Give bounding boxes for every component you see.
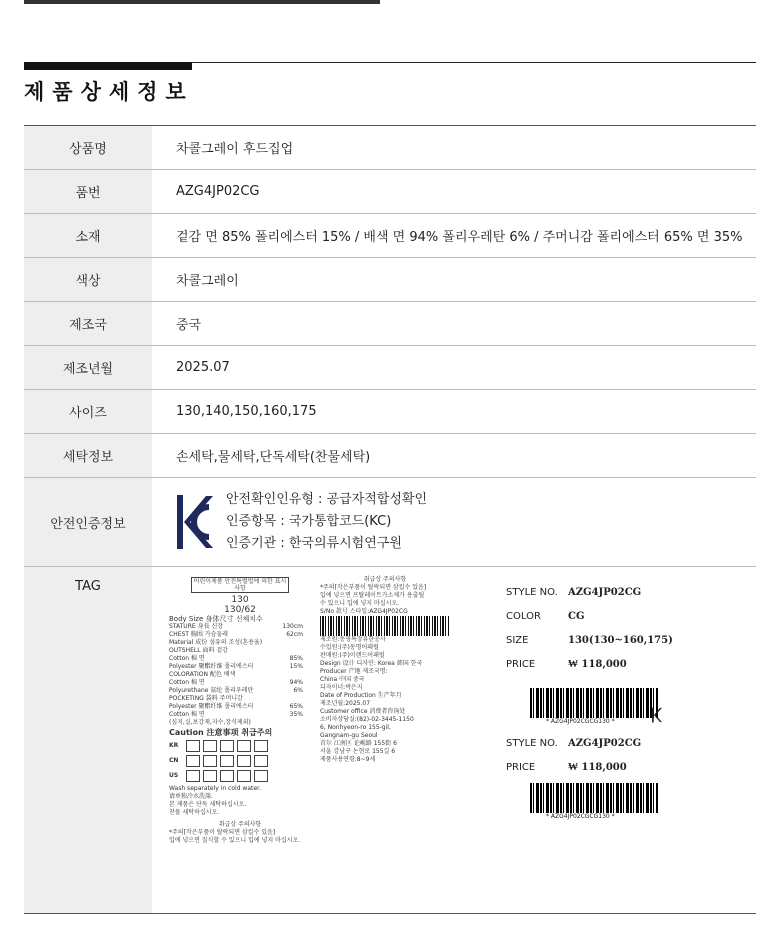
tag-key: PRICE — [506, 761, 536, 773]
care-symbols-us — [169, 770, 311, 782]
dry-icon — [220, 755, 234, 767]
label-body: Body Size 身体尺寸 신체치수 — [169, 615, 263, 623]
tag-value: 130(130~160,175) — [568, 634, 673, 646]
label-text: STATURE 身長 신장 — [169, 623, 224, 630]
row-key: 품번 — [24, 170, 152, 214]
label-row — [169, 655, 311, 663]
wash-icon — [186, 755, 200, 767]
label-brand: 어린이제품 안전특별법에 의한 표시사항 — [191, 577, 289, 593]
tag-key: STYLE NO. — [506, 586, 558, 598]
table-row — [24, 170, 756, 214]
row-key: 안전인증정보 — [24, 478, 152, 567]
cert-block — [176, 489, 756, 555]
label-text: 제품사용연령:8~9세 — [320, 756, 376, 763]
cert-cell — [152, 478, 756, 567]
tag-row — [506, 604, 706, 628]
row-value: 손세탁,물세탁,단독세탁(찬물세탁) — [152, 434, 756, 478]
maker-label — [320, 576, 450, 786]
label-text: 소비자상담실:(82)-02-3445-1150 — [320, 716, 414, 723]
label-text: Producer 产地 제조국명: — [320, 668, 388, 675]
iron-icon — [237, 740, 251, 752]
label-text: 본 제품은 단독 세탁하십시오. — [169, 801, 247, 808]
iron-icon — [237, 770, 251, 782]
tag-row — [506, 580, 706, 604]
label-row — [169, 631, 311, 639]
tag-row — [506, 755, 706, 779]
table-row-cert — [24, 478, 756, 567]
label-text: *주의[작은부품이 탈락되면 삼킬수 있음] — [320, 584, 427, 591]
label-text: 판매원:(주)이랜드어패럴 — [320, 652, 385, 659]
label-text: US — [169, 772, 179, 779]
barcode-caption: * AZG4JP02CGCG130 * — [546, 813, 615, 820]
care-symbols-kr — [169, 740, 311, 752]
row-key: 제조년월 — [24, 346, 152, 390]
label-text: KR — [169, 742, 179, 749]
tag-key: COLOR — [506, 610, 541, 622]
label-text: 6% — [293, 687, 303, 694]
label-text: 취급상 주의사항 — [218, 821, 262, 828]
tag-key: SIZE — [506, 634, 529, 646]
wash-icon — [186, 770, 200, 782]
label-text: Material 成份 섬유의 조성(혼용율) — [169, 639, 263, 646]
label-text: Customer office 消费者咨询处 — [320, 708, 406, 715]
row-value: 차콜그레이 — [152, 258, 756, 302]
row-value: 겉감 면 85% 폴리에스터 15% / 배색 면 94% 폴리우레탄 6% / 주머니감 폴리에스터 65% 면 35% — [152, 214, 756, 258]
tag-row — [506, 731, 706, 755]
row-key: 세탁정보 — [24, 434, 152, 478]
tag-value: AZG4JP02CG — [568, 737, 642, 749]
row-key: 색상 — [24, 258, 152, 302]
row-value: AZG4JP02CG — [152, 170, 756, 214]
label-text: 首尔 江南区 论岘路 155街 6 — [320, 740, 397, 747]
label-text: 입에 넣으면 프탈레이트가소제가 용출될 — [320, 592, 425, 599]
label-text: 취급상 주의사항 — [363, 576, 407, 583]
label-row — [169, 663, 311, 671]
label-text: 94% — [289, 679, 303, 686]
label-text: Wash separately in cold water. — [169, 785, 261, 792]
tag-value: AZG4JP02CG — [568, 586, 642, 598]
label-text: 입에 넣으면 질식할 수 있으니 입에 넣지 마십시오. — [169, 837, 301, 844]
row-value: 130,140,150,160,175 — [152, 390, 756, 434]
label-text: 디자이너:박은지 — [320, 684, 363, 691]
label-text: Cotton 棉 면 — [169, 655, 205, 662]
table-row — [24, 434, 756, 478]
label-size: 130 — [231, 595, 249, 605]
label-text: Polyester 聚酯纤维 폴리에스터 — [169, 663, 254, 670]
label-text: S/No 款号 스타일:AZG4JP02CG — [320, 608, 408, 615]
label-text: 6, Nonhyeon-ro 155-gil, — [320, 724, 391, 731]
table-row — [24, 126, 756, 170]
label-text: China 中国 중국 — [320, 676, 365, 683]
cert-line: 인증항목 : 국가통합코드(KC) — [226, 514, 392, 529]
label-text: 请单独冷水洗涤. — [169, 793, 213, 800]
bleach-icon — [203, 770, 217, 782]
care-symbols-cn — [169, 755, 311, 767]
table-row — [24, 214, 756, 258]
label-text: 85% — [289, 655, 303, 662]
label-text: Polyester 聚酯纤维 폴리에스터 — [169, 703, 254, 710]
label-text: 서울 강남구 논현로 155길 6 — [320, 748, 396, 755]
label-text: 제조원:동영특장유한공사 — [320, 636, 386, 643]
tag-value: ₩ 118,000 — [568, 761, 627, 773]
dryclean-icon — [254, 740, 268, 752]
label-size-2: 130/62 — [224, 605, 256, 615]
table-row — [24, 390, 756, 434]
label-text: CN — [169, 757, 179, 764]
product-info-table — [24, 125, 756, 914]
table-row — [24, 258, 756, 302]
label-text: 65% — [289, 703, 303, 710]
label-text: 수입원:(주)동명어패럴 — [320, 644, 379, 651]
wash-icon — [186, 740, 200, 752]
label-text: *주의[작은부품이 탈락되면 삼킬수 있음] — [169, 829, 276, 836]
label-row — [169, 623, 311, 631]
table-row — [24, 346, 756, 390]
row-key: 상품명 — [24, 126, 152, 170]
label-text: CHEST 胸围 가슴둘레 — [169, 631, 228, 638]
row-key: TAG — [24, 567, 152, 914]
tag-key: STYLE NO. — [506, 737, 558, 749]
label-text: Cotton 棉 면 — [169, 711, 205, 718]
tag-value: ₩ 118,000 — [568, 658, 627, 670]
label-text: 수 있으니 입에 넣지 마십시오. — [320, 600, 400, 607]
label-text: 35% — [289, 711, 303, 718]
label-text: POCKETING 袋料 주머니감 — [169, 695, 243, 702]
tag-key: PRICE — [506, 658, 536, 670]
label-text: 제조년월:2025.07 — [320, 700, 371, 707]
label-row — [169, 679, 311, 687]
label-text: 62cm — [286, 631, 303, 638]
tag-cell — [152, 567, 756, 914]
label-text: Polyurethane 氨纶 폴리우레탄 — [169, 687, 254, 694]
label-row — [169, 703, 311, 711]
cert-lines — [226, 489, 427, 555]
label-text: 찬물 세탁하십시오. — [169, 809, 220, 816]
row-key: 소재 — [24, 214, 152, 258]
cert-line: 안전확인인유형 : 공급자적합성확인 — [226, 492, 428, 507]
label-text: (심지,실,보강재,자수,장식제외) — [169, 719, 251, 726]
tag-images — [152, 567, 756, 913]
row-key: 사이즈 — [24, 390, 152, 434]
kc-mark-icon — [650, 707, 664, 723]
tag-row — [506, 628, 706, 652]
barcode — [530, 783, 658, 813]
row-key: 제조국 — [24, 302, 152, 346]
label-row — [169, 687, 311, 695]
barcode — [320, 616, 450, 636]
label-text: Date of Production 生产年月 — [320, 692, 402, 699]
label-text: 15% — [289, 663, 303, 670]
care-label — [169, 574, 311, 906]
table-row — [24, 302, 756, 346]
dryclean-icon — [254, 770, 268, 782]
row-value: 중국 — [152, 302, 756, 346]
label-caution: Caution 注意事项 취급주의 — [169, 728, 273, 737]
row-value: 차콜그레이 후드집업 — [152, 126, 756, 170]
cert-line: 인증기관 : 한국의류시험연구원 — [226, 536, 402, 551]
dry-icon — [220, 740, 234, 752]
iron-icon — [237, 755, 251, 767]
bleach-icon — [203, 740, 217, 752]
row-value: 2025.07 — [152, 346, 756, 390]
label-text: 130cm — [282, 623, 303, 630]
label-text: Design 设计 디자인: Korea 韩国 한국 — [320, 660, 423, 667]
label-text: Cotton 棉 면 — [169, 679, 205, 686]
label-text: Gangnam-gu Seoul — [320, 732, 378, 739]
kc-mark-icon — [176, 493, 214, 551]
price-tag — [506, 580, 706, 820]
label-row — [169, 711, 311, 719]
barcode — [530, 688, 658, 718]
table-row-tag — [24, 567, 756, 914]
tag-value: CG — [568, 610, 585, 622]
label-text: OUTSHELL 面料 겉감 — [169, 647, 228, 654]
dryclean-icon — [254, 755, 268, 767]
top-image-edge — [24, 0, 380, 4]
barcode-caption: * AZG4JP02CGCG130 * — [546, 718, 615, 725]
section-title: 제품상세정보 — [24, 80, 194, 104]
dry-icon — [220, 770, 234, 782]
label-text: COLORATION 配色 배색 — [169, 671, 236, 678]
section-rule-accent — [24, 62, 192, 70]
bleach-icon — [203, 755, 217, 767]
tag-row — [506, 652, 706, 676]
